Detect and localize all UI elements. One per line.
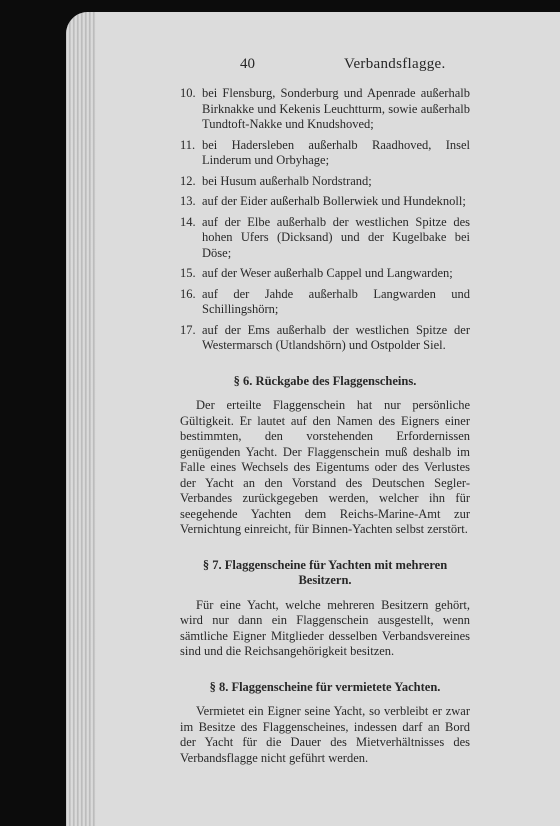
list-item-number: 17. [180, 322, 196, 337]
page-content [180, 86, 470, 766]
list-item-text: bei Hadersleben außerhalb Raadhoved, Insel Linderum und Orbyhage; [202, 137, 470, 167]
list-item [180, 215, 470, 262]
list-item [180, 174, 470, 190]
page-edges [66, 12, 96, 826]
page-number: 40 [240, 56, 255, 72]
location-list [180, 86, 470, 354]
list-item [180, 86, 470, 133]
list-item-text: bei Flensburg, Sonderburg und Apenrade außerhalb Birknakke und Kekenis Leuchtturm, sowie außerhalb Tundtoft-Nakke und Knudshoved; [202, 86, 470, 131]
list-item-text: auf der Weser außerhalb Cappel und Langwarden; [202, 266, 453, 280]
list-item [180, 138, 470, 169]
list-item-number: 11. [180, 137, 196, 152]
section-title: § 7. Flaggenscheine für Yachten mit mehreren Besitzern. [202, 557, 448, 587]
list-item [180, 287, 470, 318]
list-item-text: auf der Elbe außerhalb der westlichen Spitze des hohen Ufers (Dicksand) und der Kugelbake bei Döse; [202, 214, 470, 260]
list-item [180, 323, 470, 354]
section-title: § 6. Rückgabe des Flaggenscheins. [233, 373, 417, 388]
section-6 [180, 374, 470, 538]
page-header [240, 56, 530, 74]
list-item-number: 13. [180, 194, 196, 208]
list-item-number: 10. [180, 86, 196, 100]
running-head: Verbandsflagge. [344, 56, 446, 72]
section-paragraph: Der erteilte Flaggenschein hat nur persönliche Gültigkeit. Er lautet auf den Namen des Eigners einer bestimmten, den vorstehenden Erfordernissen genügenden Yacht. Der Flaggenschein muß deshalb im Falle eines Wechsels des Eigentums oder des Verlustes der Yacht an den Vorstand des Deutschen Segler-Verbandes zurückgegeben werden, welcher ihn für seegehende Yachten dem Reichs-Marine-Amt zur Vernichtung einreicht, für Binnen-Yachten selbst zerstört. [180, 398, 470, 536]
section-title: § 8. Flaggenscheine für vermietete Yachten. [209, 679, 441, 694]
section-paragraph: Vermietet ein Eigner seine Yacht, so verbleibt er zwar im Besitze des Flaggenscheines, indessen darf an Bord der Yacht für die Dauer des Mietverhältnisses des Verbandsflagge nicht geführt werden. [180, 704, 470, 765]
section-paragraph: Für eine Yacht, welche mehreren Besitzern gehört, wird nur dann ein Flaggenschein ausgestellt, wenn sämtliche Eigner Mitglieder desselben Verbandsvereines sind und die Reichsangehörigkeit besitzen. [180, 597, 470, 658]
section-7 [180, 558, 470, 660]
list-item [180, 266, 470, 282]
list-item-text: auf der Ems außerhalb der westlichen Spitze der Westermarsch (Utlandshörn) und Ostpolder Siel. [202, 322, 470, 352]
list-item-number: 12. [180, 173, 196, 188]
list-item-number: 14. [180, 214, 196, 229]
section-8 [180, 680, 470, 767]
list-item-number: 15. [180, 266, 196, 280]
list-item-text: auf der Eider außerhalb Bollerwiek und Hundeknoll; [202, 194, 466, 208]
list-item-text: bei Husum außerhalb Nordstrand; [202, 173, 372, 188]
list-item-text: auf der Jahde außerhalb Langwarden und Schillingshörn; [202, 286, 470, 316]
list-item-number: 16. [180, 286, 196, 301]
list-item [180, 194, 470, 210]
